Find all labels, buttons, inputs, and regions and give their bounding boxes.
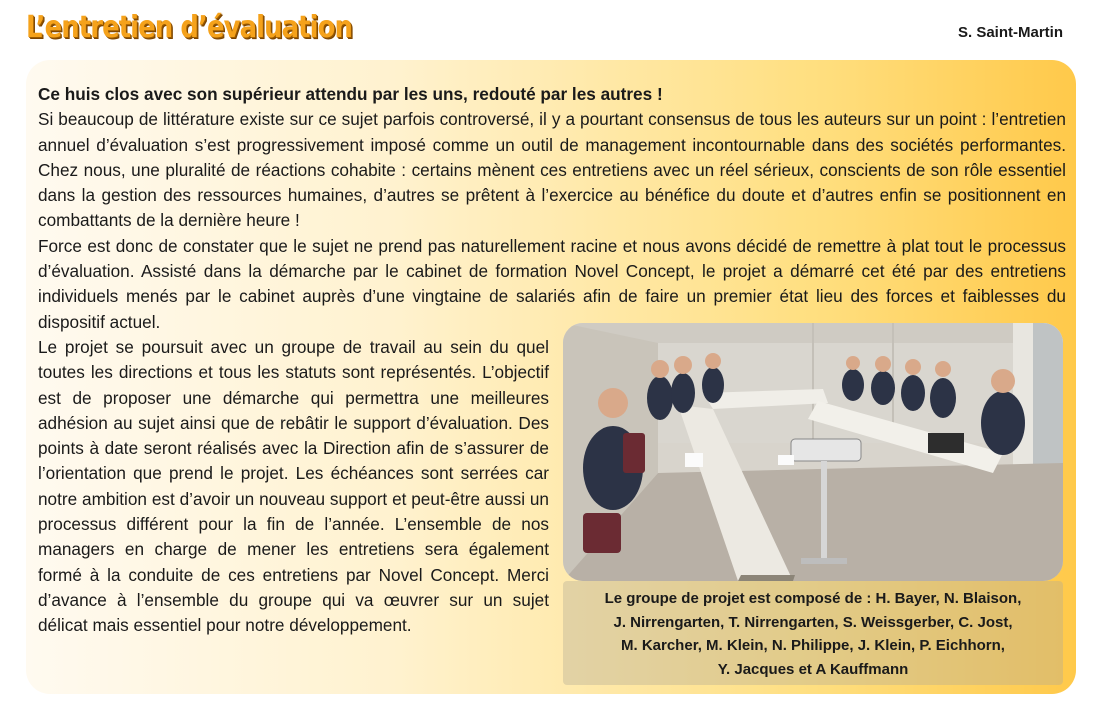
article-paragraph-3: Le projet se poursuit avec un groupe de travail au sein du quel toutes les directions et tous les statuts sont représentés. L’objectif est de proposer une démarche qui permettra une meilleures adhésion au sujet ainsi que de rebâtir le support d’évaluation. Des points à date seront réalisés avec la Direction afin de s’assurer de l’orientation que prend le projet. Les échéances sont serrées car notre ambition est d’avoir un nouveau support et peut-être aussi un processus différent pour la fin de l’année. L’ensemble de nos managers en charge de mener les entretiens sera également formé à la conduite de ces entretiens par Novel Concept. Merci d’avance à l’ensemble du groupe qui va œuvrer sur un sujet délicat mais essentiel pour notre développement. <box>38 337 549 636</box>
article-paragraph-1: Si beaucoup de littérature existe sur ce sujet parfois controversé, il y a pourtant consensus de tous les auteurs sur un point : l’entretien annuel d’évaluation s’est progressivement imposé comme un outil de management incontournable dans des sociétés performantes. Chez nous, une pluralité de réactions cohabite : certains mènent ces entretiens avec un réel sérieux, conscients de son rôle essentiel dans la gestion des ressources humaines, d’autres se prêtent à l’exercice au bénéfice du doute et d’autres enfin se positionnent en combattants de la dernière heure ! <box>38 109 1066 231</box>
article-lead: Ce huis clos avec son supérieur attendu par les uns, redouté par les autres ! <box>38 84 663 104</box>
article-title: L’entretien d’évaluation <box>26 10 353 45</box>
article-body-column <box>38 335 549 639</box>
photo-caption <box>563 581 1063 685</box>
caption-line: J. Nirrengarten, T. Nirrengarten, S. Weissgerber, C. Jost, <box>613 613 1013 631</box>
caption-line: Y. Jacques et A Kauffmann <box>717 660 909 678</box>
author-name: S. Saint-Martin <box>957 24 1063 41</box>
article-body-top <box>38 82 1066 335</box>
caption-line: M. Karcher, M. Klein, N. Philippe, J. Klein, P. Eichhorn, <box>621 637 1005 654</box>
meeting-photo <box>563 323 1063 581</box>
article-paragraph-2: Force est donc de constater que le sujet ne prend pas naturellement racine et nous avons décidé de remettre à plat tout le processus d’évaluation. Assisté dans la démarche par le cabinet de formation Novel Concept, le projet a démarré cet été par des entretiens individuels menés par le cabinet auprès d’une vingtaine de salariés afin de faire un premier état lieu des forces et faiblesses du dispositif actuel. <box>38 235 1066 332</box>
caption-line: Le groupe de projet est composé de : H. Bayer, N. Blaison, <box>604 590 1022 607</box>
